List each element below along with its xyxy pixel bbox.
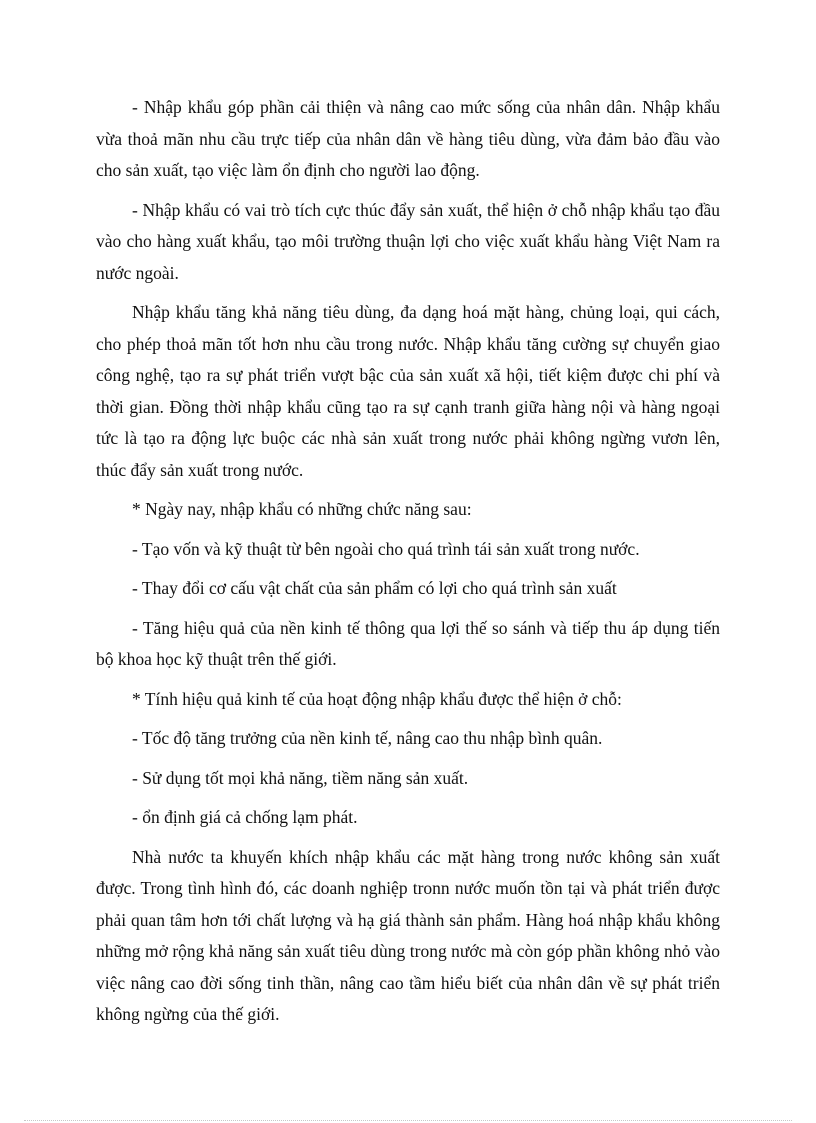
list-item-economic-efficiency: - Tăng hiệu quả của nền kinh tế thông qua lợi thế so sánh và tiếp thu áp dụng tiến bộ khoa học kỹ thuật trên thế giới. xyxy=(96,617,720,669)
paragraph-import-living-standards: - Nhập khẩu góp phần cải thiện và nâng cao mức sống của nhân dân. Nhập khẩu vừa thoả mãn nhu cầu trực tiếp của nhân dân về hàng tiêu dùng, vừa đảm bảo đầu vào cho sản xuất, tạo việc làm ổn định cho người lao động. xyxy=(96,97,720,180)
page-bottom-rule xyxy=(24,1120,792,1121)
list-item-capital-technology: - Tạo vốn và kỹ thuật từ bên ngoài cho quá trình tái sản xuất trong nước. xyxy=(132,538,640,559)
list-item-price-stability: - ổn định giá cả chống lạm phát. xyxy=(132,807,358,827)
heading-import-functions: * Ngày nay, nhập khẩu có những chức năng sau: xyxy=(132,499,472,519)
document-body xyxy=(96,92,720,1039)
list-item-growth-rate: - Tốc độ tăng trưởng của nền kinh tế, nâng cao thu nhập bình quân. xyxy=(132,728,603,748)
paragraph-import-consumption: Nhập khẩu tăng khả năng tiêu dùng, đa dạng hoá mặt hàng, chủng loại, qui cách, cho phép thoả mãn tốt hơn nhu cầu trong nước. Nhập khẩu tăng cường sự chuyển giao công nghệ, tạo ra sự phát triển vượt bậc của sản xuất xã hội, tiết kiệm được chi phí và thời gian. Đồng thời nhập khẩu cũng tạo ra sự cạnh tranh giữa hàng nội và hàng ngoại tức là tạo ra động lực buộc các nhà sản xuất trong nước phải không ngừng vươn lên, thúc đẩy sản xuất trong nước. xyxy=(96,302,720,480)
list-item-capacity-use: - Sử dụng tốt mọi khả năng, tiềm năng sản xuất. xyxy=(132,767,469,788)
paragraph-import-promotes-production: - Nhập khẩu có vai trò tích cực thúc đẩy sản xuất, thể hiện ở chỗ nhập khẩu tạo đầu vào cho hàng xuất khẩu, tạo môi trường thuận lợi cho việc xuất khẩu hàng Việt Nam ra nước ngoài. xyxy=(96,199,720,283)
list-item-material-structure: - Thay đổi cơ cấu vật chất của sản phẩm có lợi cho quá trình sản xuất xyxy=(132,578,617,598)
paragraph-state-encourages-import: Nhà nước ta khuyến khích nhập khẩu các mặt hàng trong nước không sản xuất được. Trong tình hình đó, các doanh nghiệp tronn nước muốn tồn tại và phát triển được phải quan tâm hơn tới chất lượng và hạ giá thành sản phẩm. Hàng hoá nhập khẩu không những mở rộng khả năng sản xuất tiêu dùng trong nước mà còn góp phần không nhỏ vào việc nâng cao đời sống tinh thần, nâng cao tầm hiểu biết của nhân dân về sự phát triển không ngừng của thế giới. xyxy=(96,846,720,1024)
heading-import-effectiveness: * Tính hiệu quả kinh tế của hoạt động nhập khẩu được thể hiện ở chỗ: xyxy=(132,688,622,709)
